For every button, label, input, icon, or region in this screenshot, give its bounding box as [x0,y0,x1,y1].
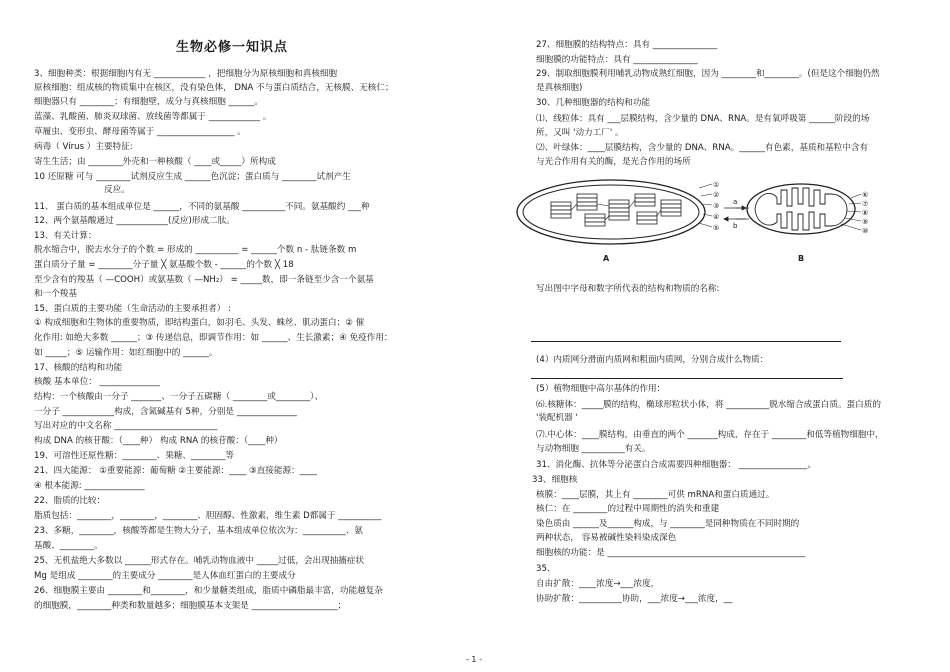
text-line: 基酸、________。 [34,541,103,551]
text-line: 至少含有的羧基（ —COOH）或氨基数（ —NH₂） = _____数，即一条链至少含一个氨基 [34,275,374,285]
page-number: - 1 - [466,655,482,664]
text-line: 结构：一个核酸由一分子 _______、一分子五碳糖（ ________或________）、 [34,392,324,402]
text-line: ⑴、线粒体：具有 ___层膜结构，含少量的 DNA、RNA。是有氧呼吸第 ______阶段的场 [536,114,870,124]
page-title: 生物必修一知识点 [176,40,289,55]
text-line: 脂质包括：________，________，________、胆固醇、性激素，维生素 D都属于 __________ [34,511,382,521]
text-line: '装配机器 ' [536,413,578,423]
label-num-3: ③ [713,202,720,210]
text-line: 23、多糖，________，核酸等都是生物大分子，基本组成单位依次为：__________、氨 [34,526,363,536]
chloroplast-figure [517,180,705,244]
text-line: 30、几种细胞器的结构和功能 [536,98,651,108]
figure-label-a: A [603,254,610,263]
text-line: 如 _____；⑤ 运输作用：如红细胞中的 ______。 [34,348,218,358]
text-line: 蓝藻、乳酸菌、肺炎双球菌、放线菌等都属于 ____________ 。 [34,112,272,122]
text-line: 与动物细胞 __________有关。 [536,444,651,454]
text-line: 染色质由 ______及______构成，与 ________是同种物质在不同时期的 [536,519,800,529]
text-line: 核酸 基本单位： ______________ [34,377,160,387]
text-line: 所，又叫 '动力工厂' 。 [536,128,624,138]
label-num-2: ② [713,191,720,199]
organelle-diagram [511,176,881,278]
text-line: 17、核酸的结构和功能 [34,363,123,373]
text-line: 原核细胞：组成核的物质集中在核区，没有染色体， DNA 不与蛋白质结合，无核膜、无核仁； [34,83,394,93]
text-line: 核仁：在 ________的过程中周期性的消失和重建 [536,504,720,514]
label-num-5: ⑤ [713,224,720,232]
text-line: 21、四大能源： ①重要能源：葡萄糖 ②主要能源：____ ③直接能源：____ [34,466,317,476]
text-line: 与光合作用有关的酶，是光合作用的场所 [536,157,691,167]
text-line: 核膜：____层膜，其上有 ________可供 mRNA和蛋白质通过。 [536,490,775,500]
answer-line [531,378,843,379]
text-line: 和一个羧基 [34,289,77,299]
label-num-4: ④ [713,213,720,221]
text-line: 化作用: 如绝大多数 ______；③ 传递信息，即调节作用：如 ______、生长激素；④ 免疫作用： [34,333,393,343]
label-num-9: ⑨ [862,218,869,226]
label-num-8: ⑧ [862,209,869,217]
text-line: 写出对应的中文名称 ________________________ [34,421,218,431]
text-line: 写出图中字母和数字所代表的结构和物质的名称: [536,284,720,294]
text-line: 细胞膜的功能特点：具有 _______________ [536,55,698,65]
text-line: 22、脂质的比较： [34,496,106,506]
text-line: 脱水缩合中，脱去水分子的个数 = 形成的 __________ = ______个数 n - 肽链条数 m [34,245,357,255]
label-num-7: ⑦ [862,200,869,208]
text-line: 11、 蛋白质的基本组成单位是 ______，不同的氨基酸 __________不同。氨基酸约 ___种 [34,202,370,212]
text-line: (5）植物细胞中高尔基体的作用： [536,384,666,394]
label-num-1: ① [713,181,720,189]
text-line: 是真核细胞) [536,83,583,93]
answer-line [531,341,841,342]
text-line: 细胞器只有 ________；有细胞壁，成分与真核细胞 ______。 [34,97,263,107]
text-line: 19、可溶性还原性糖：________、果糖、________等 [34,451,234,461]
text-line: 草履虫、变形虫、酵母菌等属于 __________________ 。 [34,127,246,137]
text-line: 35、 [536,564,556,574]
text-line: 31、消化酶、抗体等分泌蛋白合成需要四种细胞器： ________________。 [536,460,817,470]
text-line: 33、细胞核 [532,475,578,485]
text-line: 病毒（ Virus ）主要特征: [34,142,133,152]
text-line: 26、细胞膜主要由 ________和________，和少量糖类组成，脂质中磷脂最丰富，功能越复杂 [34,586,383,596]
text-line: 27、细胞膜的结构特点：具有 _______________ [536,40,718,50]
mitochondrion-figure [747,184,855,234]
text-line: ① 构成细胞和生物体的重要物质，即结构蛋白，如羽毛、头发、蛛丝、肌动蛋白；② 催 [34,318,365,328]
text-line: 蛋白质分子量 = ________分子量 ╳ 氨基酸个数 - ______的个数 ╳ 18 [34,260,294,270]
text-line: 一分子 ____________构成，含氮碱基有 5种，分别是 ______________ [34,407,297,417]
text-line: ④ 根本能源: ______________ [34,481,145,491]
text-line: 细胞核的功能：是 ______________________________________________ [536,548,806,558]
text-line: 15、蛋白质的主要功能（生命活动的主要承担者） : [34,304,232,314]
text-line: 25、无机盐绝大多数以 ______形式存在。哺乳动物血液中 _____过低，会出现抽搐症状 [34,556,365,566]
text-line: ⑹.核糖体：_____膜的结构，椭球形粒状小体，将 __________脱水缩合成蛋白质。蛋白质的 [536,400,881,410]
arrow-label-a: a [733,198,738,206]
label-num-6: ⑥ [862,191,869,199]
text-line: 13、有关计算： [34,231,97,241]
text-line: 两种状态， 容易被碱性染料染成深色 [536,533,677,543]
text-line: 12、两个氨基酸通过 ____________(反应)形成二肽。 [34,216,235,226]
text-line: 反应。 [104,185,130,195]
figure-label-b: B [798,254,805,263]
text-line: 协助扩散：__________协助，___浓度→___浓度，__ [536,594,733,604]
arrow-label-b: b [733,222,738,230]
text-line: 自由扩散：____浓度→___浓度， [536,579,660,589]
text-line: 29、制取细胞膜利用哺乳动物成熟红细胞，因为 ________和________。(但是这个细胞仍然 [536,69,880,79]
label-num-10: ⑩ [862,227,869,235]
text-line: 寄生生活；由 ________外壳和一种核酸（ ____或_____）所构成 [34,157,276,167]
text-line: Mg 是组成 ________的主要成分 ________是人体血红蛋白的主要成分 [34,571,296,581]
text-line: ⑵、叶绿体：____层膜结构，含少量的 DNA、RNA。______有色素，基质和基粒中含有 [536,143,869,153]
text-line: 构成 DNA 的核苷酸：（____种） 构成 RNA 的核苷酸：（____种） [34,436,283,446]
text-line: 的细胞膜，________种类和数量越多；细胞膜基本支架是 ____________________； [34,601,347,611]
text-line: 10 还原糖 可与 ________试剂反应生成 ______色沉淀；蛋白质与 ________试剂产生 [34,172,351,182]
text-line: 3、细胞种类：根据细胞内有无 ____________ ，把细胞分为原核细胞和真核细胞 [34,69,338,79]
text-line: (4）内质网分滑面内质网和粗面内质网，分别合成什么物质： [536,355,769,365]
text-line: ⑺.中心体：____膜结构，由垂直的两个 _______构成，存在于 ________和低等植物细胞中， [536,430,884,440]
